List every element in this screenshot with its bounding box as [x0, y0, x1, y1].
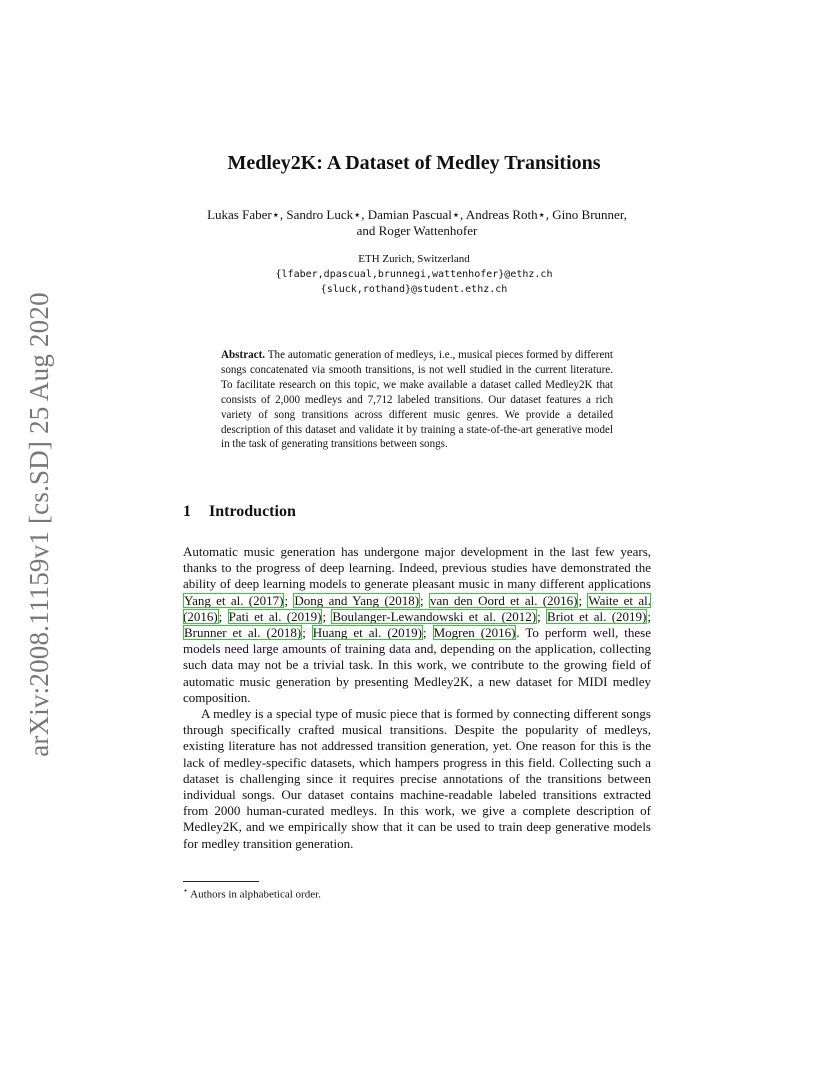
intro-paragraph-2: A medley is a special type of music piece that is formed by connecting different songs through specifically crafted musical transitions. Despite the popularity of medleys, existing literature has not addressed transition generation, yet. One reason for this is the lack of medley-specific datasets, which hampers progress in this field. Collecting such a dataset is challenging since it requires precise annotations of the transitions between individual songs. Our dataset contains machine-readable labeled transitions extracted from 2000 human-curated medleys. In this work, we give a complete description of Medley2K, and we empirically show that it can be used to train deep generative models for medley transition generation.	[183, 706, 651, 851]
citation-link[interactable]	[228, 609, 323, 624]
arxiv-identifier-text: arXiv:2008.11159v1 [cs.SD] 25 Aug 2020	[23, 291, 54, 757]
footnote	[183, 886, 651, 901]
author-line-1: Lukas Faber⋆, Sandro Luck⋆, Damian Pascual⋆, Andreas Roth⋆, Gino Brunner,	[207, 207, 627, 222]
citation-year: (2017)	[248, 592, 284, 608]
author-list	[183, 207, 651, 239]
citation-author: Brunner et al.	[184, 625, 261, 641]
citation-year: (2018)	[384, 592, 420, 608]
citation-author: Boulanger-Lewandowski et al.	[332, 608, 497, 624]
intro-p1-start: Automatic music generation has undergone major development in the last few years, thanks to the progress of deep learning. Indeed, previous studies have demonstrated the ability of deep learning models to generate pleasant music in many different applications	[183, 544, 651, 592]
intro-paragraph-1: Automatic music generation has undergone major development in the last few years, thanks to the progress of deep learning. Indeed, previous studies have demonstrated the ability of deep learning models to generate pleasant music in many different applications Yang et al. (2017); Dong and Yang (2018); van den Oord et al. (2016); Waite et al. (2016); Pati et al. (2019); Boulanger-Lewandowski et al. (2012); Briot et al. (2019); Brunner et al. (2018); Huang et al. (2019); Mogren (2016). To perform well, these models need large amounts of training data and, depending on the application, collecting such data may not be a trivial task. In this work, we contribute to the growing field of automatic music generation by presenting Medley2K, a new dataset for MIDI medley composition.	[183, 544, 652, 705]
arxiv-identifier	[24, 286, 54, 762]
citation-year: (2016)	[183, 608, 218, 624]
citation-year: (2019)	[387, 625, 423, 641]
intro-p1-end: . To perform well, these models need large amounts of training data and, depending on the application, collecting such data may not be a trivial task. In this work, we contribute to the growing field of automatic music generation by presenting Medley2K, a new dataset for MIDI medley composition.	[183, 625, 652, 705]
citation-link[interactable]	[183, 593, 284, 608]
citation-link[interactable]	[429, 593, 578, 608]
citation-link[interactable]	[183, 625, 302, 640]
section-number: 1	[183, 503, 191, 520]
citation-year: (2019)	[286, 608, 322, 624]
citation-year: (2016)	[480, 625, 516, 641]
section-heading	[183, 503, 651, 521]
citation-author: Dong and Yang	[294, 592, 380, 608]
citation-link[interactable]	[546, 609, 647, 624]
footnote-marker: ⋆	[183, 886, 189, 895]
affiliation-block	[0, 252, 828, 297]
citation-author: Mogren	[433, 625, 475, 641]
citation-author: Pati et al.	[228, 608, 282, 624]
introduction-body	[183, 544, 651, 852]
citation-link[interactable]	[312, 625, 423, 640]
paper-title: Medley2K: A Dataset of Medley Transitions	[227, 152, 601, 174]
abstract	[221, 348, 613, 452]
citation-link[interactable]	[433, 625, 517, 640]
citation-link[interactable]	[293, 593, 420, 608]
citation-year: (2018)	[266, 625, 302, 641]
abstract-text: The automatic generation of medleys, i.e., musical pieces formed by different songs concatenated via smooth transitions, is not well studied in the current literature. To facilitate research on this topic, we make available a dataset called Medley2K that consists of 2,000 medleys and 7,712 labeled transitions. Our dataset features a rich variety of song transitions across different music genres. We provide a detailed description of this dataset and validate it by training a state-of-the-art generative model in the task of generating transitions between songs.	[221, 349, 613, 451]
citation-author: van den Oord et al.	[429, 592, 538, 608]
citation-author: Yang et al.	[184, 592, 244, 608]
citation-author: Briot et al.	[547, 608, 607, 624]
email-line-2: {sluck,rothand}@student.ethz.ch	[320, 284, 508, 295]
citation-link[interactable]	[331, 609, 537, 624]
footnote-text: Authors in alphabetical order.	[190, 888, 321, 901]
footnote-rule	[183, 881, 259, 882]
institution: ETH Zurich, Switzerland	[358, 253, 470, 265]
citation-author: Waite et al.	[588, 592, 651, 608]
section-title: Introduction	[209, 503, 296, 520]
citation-year: (2019)	[611, 608, 647, 624]
citation-year: (2012)	[501, 608, 537, 624]
author-line-2: and Roger Wattenhofer	[356, 223, 478, 238]
email-line-1: {lfaber,dpascual,brunnegi,wattenhofer}@ethz.ch	[275, 269, 553, 280]
citation-year: (2016)	[542, 592, 578, 608]
citation-author: Huang et al.	[312, 625, 382, 641]
abstract-label: Abstract.	[221, 349, 266, 361]
